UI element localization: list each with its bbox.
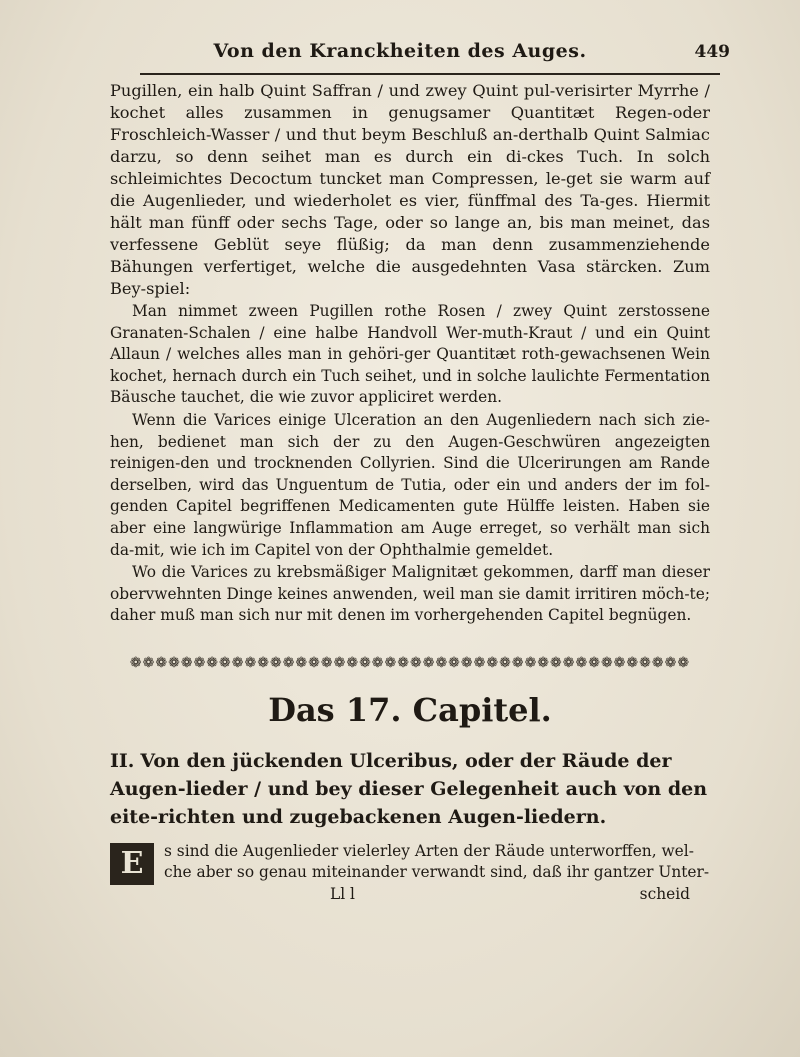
page-number: 449: [694, 42, 730, 62]
paragraph-3: Wenn die Varices einige Ulceration an den Augenliedern nach sich zie-hen, bedienet man sich der zu den Augen-Geschwüren angezeigten reinigen-den und trocknenden Collyrien. Sind die Ulcerirungen am Rande derselben, wird das Unguentum de Tutia, oder ein und anders der im fol-genden Capitel begriffenen Medicamenten gute Hülffe leisten. Haben sie aber eine langwürige Inflammation am Auge erreget, so verhält man sich da-mit, wie ich im Capitel von der Ophthalmie gemeldet.: [110, 410, 710, 559]
section-number: II.: [110, 749, 135, 772]
page-header: [80, 40, 730, 70]
final-paragraph: [110, 841, 710, 883]
final-paragraph-text: s sind die Augenlieder vielerley Arten der Räude unterworffen, wel-che aber so genau miteinander verwandt sind, daß ihr gantzer Unter-: [164, 841, 710, 881]
section-heading: [110, 747, 710, 831]
chapter-title: Das 17. Capitel.: [268, 690, 552, 729]
paragraph-2: Man nimmet zween Pugillen rothe Rosen / zwey Quint zerstossene Granaten-Schalen / eine halbe Handvoll Wer-muth-Kraut / und ein Quint Allaun / welches alles man in gehöri-ger Quantitæt roth-gewachsenen Wein kochet, hernach durch ein Tuch seihet, und in solche laulichte Fermentation Bäusche tauchet, die wie zuvor appliciret werden.: [110, 302, 710, 407]
catchwords-line: [110, 883, 710, 903]
ornament-divider: ❁❁❁❁❁❁❁❁❁❁❁❁❁❁❁❁❁❁❁❁❁❁❁❁❁❁❁❁❁❁❁❁❁❁❁❁❁❁❁❁❁❁❁❁: [129, 654, 691, 671]
body-text: [110, 80, 710, 903]
section-heading-text: Von den jückenden Ulceribus, oder der Räude der Augen-lieder / und bey dieser Gelegenheit auch von den eite-richten und zugebackenen Augen-liedern.: [110, 749, 708, 828]
catchword: scheid: [639, 884, 690, 903]
drop-cap-initial: E: [110, 843, 154, 885]
signature-mark: Ll l: [330, 884, 355, 903]
paragraph-4: Wo die Varices zu krebsmäßiger Malignitæt gekommen, darff man dieser obervwehnten Dinge keines anwenden, weil man sie damit irritiren möch-te; daher muß man sich nur mit denen im vorhergehenden Capitel begnügen.: [110, 563, 710, 625]
running-head: Von den Kranckheiten des Auges.: [213, 40, 587, 62]
header-rule: [140, 73, 720, 75]
paragraph-1: Pugillen, ein halb Quint Saffran / und zwey Quint pul-verisirter Myrrhe / kochet alles zusammen in genugsamer Quantitæt Regen-oder Froschleich-Wasser / und thut beym Beschluß an-derthalb Quint Salmiac darzu, so denn seihet man es durch ein di-ckes Tuch. In solch schleimichtes Decoctum tuncket man Compressen, le-get sie warm auf die Augenlieder, und wiederholet es vier, fünffmal des Ta-ges. Hiermit hält man fünff oder sechs Tage, oder so lange an, bis man meinet, das verfessene Geblüt seye flüßig; da man denn zusammenziehende Bähungen verfertiget, welche die ausgedehnten Vasa stärcken. Zum Bey-spiel:: [110, 81, 710, 298]
